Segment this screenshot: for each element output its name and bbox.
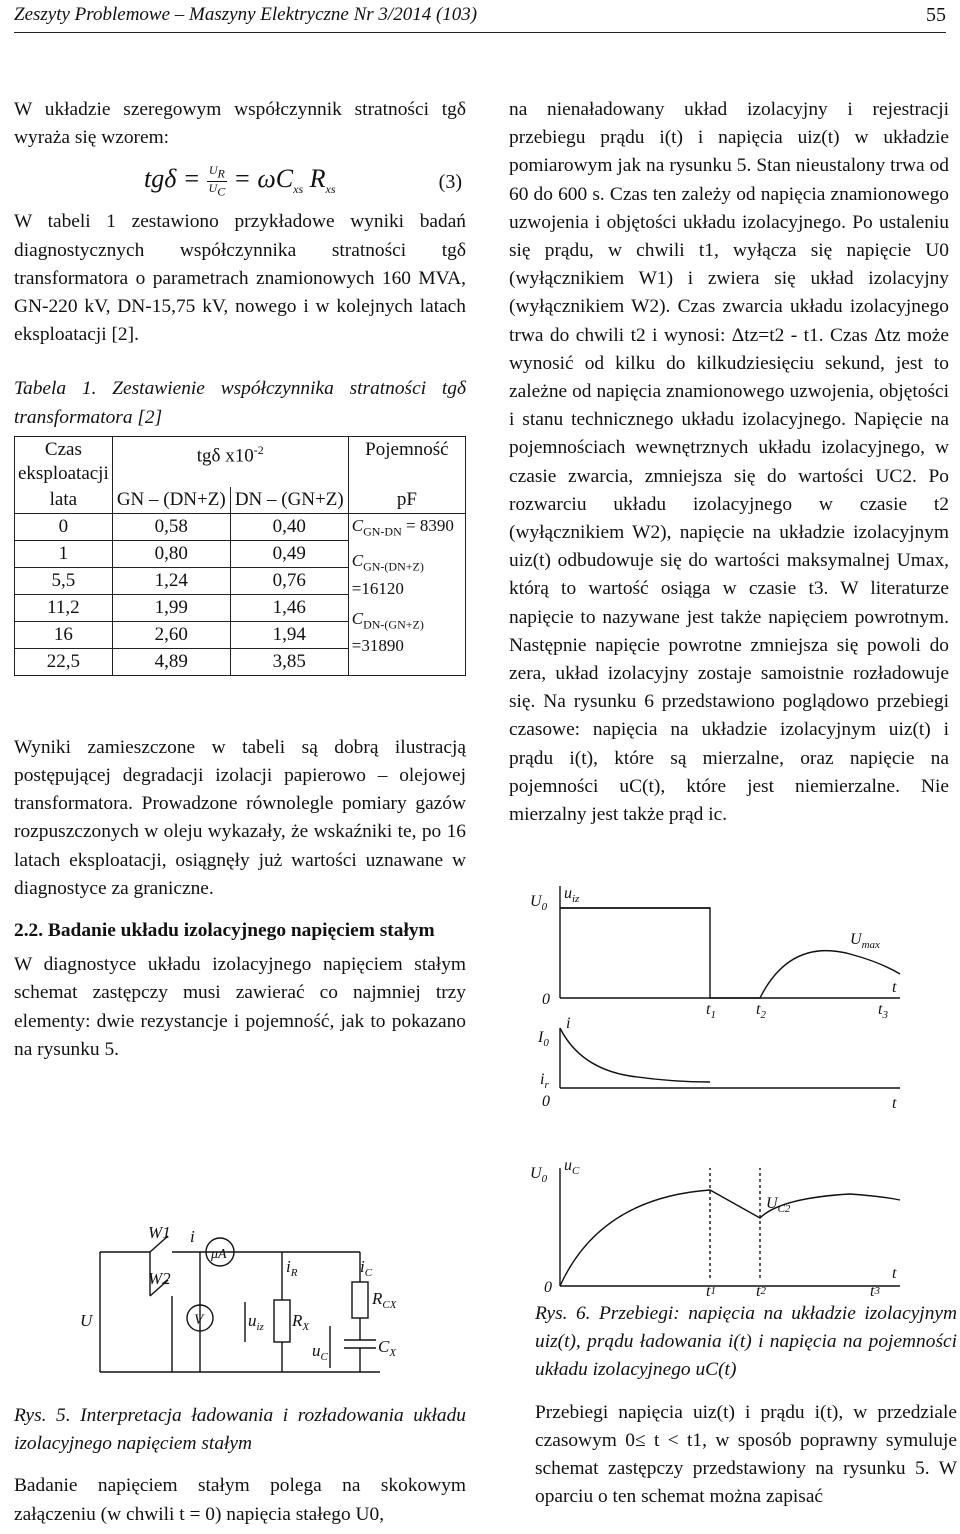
f6-ir: [540, 1071, 549, 1091]
th-gn: GN – (DN+Z): [112, 487, 230, 514]
label-CX: [378, 1337, 397, 1359]
f6-uC-sub: C: [572, 1165, 580, 1177]
eq-fraction: [207, 164, 227, 198]
cap3-c: C: [351, 608, 364, 628]
label-uiz: [248, 1311, 265, 1333]
cell: 16: [15, 621, 113, 648]
f6-ir-sub: r: [544, 1079, 549, 1091]
eq-rhs-sub1: xs: [293, 182, 304, 197]
label-CX-main: C: [378, 1337, 390, 1356]
paragraph-diagnostics: W diagnostyce układu izolacyjnego napięciem stałym schemat zastępczy musi zawierać co najmniej trzy elementy: dwie rezystancje i pojemność, jak to pokazano na rysunku 5.: [14, 954, 466, 1060]
cap3-sub: DN-(GN+Z): [363, 617, 424, 631]
f6-UC2-sub: C2: [777, 1203, 791, 1215]
eq-numerator: U: [208, 163, 218, 178]
f6-Umax-main: U: [850, 931, 862, 948]
f6-t1-a: [706, 1001, 716, 1021]
cell: 1,24: [112, 567, 230, 594]
journal-title: Zeszyty Problemowe – Maszyny Elektryczne Nr 3/2014 (103): [14, 4, 478, 25]
f6-t2-b-sub: 2: [760, 1285, 766, 1297]
table-caption: Tabela 1. Zestawienie współczynnika stratności tgδ transformatora [2]: [14, 378, 466, 428]
f6-t-1: t: [892, 979, 897, 996]
f6-t1-a-sub: 1: [710, 1009, 716, 1021]
figure-5-caption: Rys. 5. Interpretacja ładowania i rozładowania układu izolacyjnego napięciem stałym: [14, 1405, 466, 1455]
label-RCX-sub: CX: [382, 1299, 397, 1311]
cell: 3,85: [230, 648, 348, 675]
f6-uiz: [564, 885, 580, 905]
cell: 22,5: [15, 648, 113, 675]
f6-U0-sub: 0: [541, 901, 548, 913]
th-tg-text: tgδ x10: [196, 445, 254, 467]
f6-t2-b: [756, 1283, 766, 1298]
f6-Umax-sub: max: [861, 939, 880, 951]
f6-I0-sub: 0: [543, 1037, 549, 1049]
cell: 11,2: [15, 594, 113, 621]
f6-t1-b-sub: 1: [710, 1285, 716, 1297]
label-RX-main: R: [292, 1311, 303, 1330]
cell: 1,94: [230, 621, 348, 648]
th-capacity: Pojemność: [348, 436, 465, 487]
right-column: [509, 96, 949, 829]
capacity-cell: [348, 513, 465, 675]
cap3-value: =31890: [351, 636, 404, 655]
eq-rhs: = ωC: [233, 164, 294, 194]
f6-t3-b-main: t: [870, 1283, 875, 1298]
f6-Umax: [850, 931, 880, 951]
th-tg: [112, 436, 348, 487]
th-tg-sup: -2: [253, 442, 264, 457]
f6-U0: [530, 893, 548, 913]
f6-UC2: [766, 1195, 791, 1215]
equation-number: (3): [438, 171, 462, 194]
cap1-sub: GN-DN: [363, 524, 402, 539]
f6-t3-a-main: t: [878, 1001, 883, 1018]
f6-t3-a: [878, 1001, 888, 1021]
f6-uC-main: u: [564, 1157, 572, 1174]
th-time: Czas eksploatacji: [15, 436, 113, 487]
cell: 1,99: [112, 594, 230, 621]
cap2-value: =16120: [351, 578, 404, 598]
cap2-c: C: [351, 551, 364, 571]
cell: 4,89: [112, 648, 230, 675]
paragraph-dc-test: Badanie napięciem stałym polega na skokowym załączeniu (w chwili t = 0) napięcia stałego U0,: [14, 1475, 466, 1525]
cell: 0,80: [112, 540, 230, 567]
f6-t2-a-sub: 2: [760, 1009, 766, 1021]
f6-t3-b-sub: 3: [874, 1285, 880, 1297]
label-V: V: [194, 1312, 204, 1328]
th-unit-time: lata: [15, 487, 113, 514]
label-RX: [291, 1311, 310, 1333]
f6-t1-b-main: t: [706, 1283, 711, 1298]
f6-zero-2: 0: [542, 1093, 550, 1110]
label-iC: [360, 1257, 373, 1279]
eq-rhs-sub2: xs: [325, 182, 336, 197]
cell: 0,49: [230, 540, 348, 567]
f6-i: i: [566, 1015, 571, 1032]
eq-rhs-mid: R: [309, 164, 326, 194]
f6-I0-main: I: [538, 1029, 544, 1046]
label-uiz-main: u: [248, 1311, 257, 1330]
label-W1: W1: [148, 1223, 171, 1242]
page-number: 55: [926, 4, 946, 26]
cell: 1: [15, 540, 113, 567]
label-iC-main: i: [360, 1257, 365, 1276]
cap1-value: = 8390: [406, 515, 454, 535]
f6-zero-1: 0: [542, 991, 550, 1008]
f6-t2-a: [756, 1001, 766, 1021]
figure-6-caption: Rys. 6. Przebiegi: napięcia na układzie izolacyjnym uiz(t), prądu ładowania i(t) i napięcia na pojemności układu izolacyjnego uC(t): [535, 1303, 957, 1381]
label-uC: [312, 1341, 329, 1363]
f6-t1-b: [706, 1283, 716, 1298]
f6-U0-main: U: [530, 893, 542, 910]
label-RCX: [371, 1289, 398, 1311]
f6-ir-main: i: [540, 1071, 545, 1088]
cell: 5,5: [15, 567, 113, 594]
f6-t3-a-sub: 3: [882, 1009, 888, 1021]
cap1-c: C: [351, 515, 364, 535]
cell: 0: [15, 513, 113, 540]
f6-U0-b-sub: 0: [541, 1173, 548, 1185]
f6-t-2: t: [892, 1095, 897, 1112]
th-dn: DN – (GN+Z): [230, 487, 348, 514]
table-1: [14, 436, 466, 676]
f6-U0-b: [530, 1165, 548, 1185]
label-iC-sub: C: [364, 1267, 373, 1279]
label-W2: W2: [148, 1269, 171, 1288]
f6-t-3: t: [892, 1265, 897, 1282]
paragraph-results: Wyniki zamieszczone w tabeli są dobrą ilustracją postępującej degradacji izolacji papierowo – olejowej transformatora. Prowadzone równolegle pomiary gazów rozpuszczonych w oleju wykazały, że wskaźniki te, po 16 latach eksploatacji, osiągnęły już wartości uznawane w diagnostyce za graniczne.: [14, 736, 466, 899]
cell: 2,60: [112, 621, 230, 648]
f6-uC: [564, 1157, 580, 1177]
f6-UC2-main: U: [766, 1195, 778, 1212]
right-bottom: [535, 1300, 957, 1511]
label-U: U: [80, 1311, 93, 1330]
paragraph-waveforms: Przebiegi napięcia uiz(t) i prądu i(t), w przedziale czasowym 0≤ t < t1, w sposób poprawny symuluje schemat zastępczy przedstawiony na rysunku 5. W oparciu o ten schemat można zapisać: [535, 1401, 957, 1508]
eq-denominator: U: [208, 180, 218, 195]
label-iR-sub: R: [290, 1267, 298, 1279]
cell: 0,40: [230, 513, 348, 540]
cell: 0,58: [112, 513, 230, 540]
f6-t2-a-main: t: [756, 1001, 761, 1018]
label-CX-sub: X: [389, 1347, 397, 1359]
label-uC-main: u: [312, 1341, 321, 1360]
section-heading: 2.2. Badanie układu izolacyjnego napięciem stałym: [14, 920, 435, 942]
f6-t2-b-main: t: [756, 1283, 761, 1298]
intro-paragraph: W układzie szeregowym współczynnik stratności tgδ wyraża się wzorem:: [14, 99, 466, 149]
paragraph-table-intro: W tabeli 1 zestawiono przykładowe wyniki badań diagnostycznych współczynnika stratności tgδ transformatora o parametrach znamionowych 160 MVA, GN-220 kV, DN-15,75 kV, nowego i w kolejnych latach eksploatacji [2].: [14, 211, 466, 346]
left-bottom: [14, 1402, 466, 1529]
figure-5-circuit: [60, 1222, 430, 1392]
f6-uiz-sub: iz: [572, 893, 580, 905]
cell: 1,46: [230, 594, 348, 621]
cell: 0,76: [230, 567, 348, 594]
label-RX-sub: X: [302, 1321, 310, 1333]
figure-6-waveforms: [520, 878, 920, 1298]
eq-numerator-sub: R: [217, 166, 225, 181]
label-iR-main: i: [286, 1257, 291, 1276]
page-header: [14, 4, 946, 33]
f6-I0: [537, 1029, 549, 1049]
cap2-sub: GN-(DN+Z): [363, 559, 424, 574]
f6-t3-b: [870, 1283, 880, 1298]
eq-denominator-sub: C: [217, 184, 226, 199]
f6-zero-3: 0: [544, 1279, 552, 1296]
label-i: i: [190, 1227, 195, 1246]
th-unit-cap: pF: [348, 487, 465, 514]
equation-3: [14, 158, 466, 208]
label-RCX-main: R: [372, 1289, 383, 1308]
f6-uiz-main: u: [564, 885, 572, 902]
label-iR: [286, 1257, 298, 1279]
label-microamp: μA: [211, 1247, 227, 1262]
eq-lhs: tgδ =: [144, 164, 201, 194]
label-uC-sub: C: [320, 1351, 328, 1363]
f6-U0-b-main: U: [530, 1165, 542, 1182]
paragraph-transient: na nienaładowany układ izolacyjny i rejestracji przebiegu prądu i(t) i napięcia uiz(t) w układzie pomiarowym jak na rysunku 5. Stan nieustalony trwa od 60 do 600 s. Czas ten zależy od napięcia znamionowego uzwojenia i objętości układu izolacyjnego. Po ustaleniu się prądu, w chwili t1, wyłącza się napięcie U0 (wyłącznikiem W1) i zwiera się układ izolacyjny (wyłącznikiem W2). Czas zwarcia układu izolacyjnego trwa do chwili t2 i wynosi: Δtz=t2 - t1. Czas Δtz może wynosić od kilku do kilkudziesięciu sekund, jest to zależne od napięcia znamionowego uzwojenia, objętości i stanu technicznego układu izolacyjnego. Napięcie na pojemnościach wewnętrznych układu izolacyjnego, w czasie zwarcia, zmniejsza się do wartości UC2. Po rozwarciu układu izolacyjnego w czasie t2 (wyłącznikiem W2), napięcie na układzie izolacyjnym uiz(t) odbudowuje się do wartości maksymalnej Umax, którą to wartość osiąga w czasie t3. W literaturze napięcie to nazywane jest także napięciem powrotnym. Następnie napięcie powrotne zmniejsza się powoli do zera, układ izolacyjny zostaje samoistnie rozładowuje się. Na rysunku 6 przedstawiono poglądowo przebiegi czasowe: napięcia na układzie izolacyjnym uiz(t) i prądu i(t), które są mierzalne, oraz napięcie na pojemności uC(t), które jest niemierzalne. Nie mierzalny jest także prąd ic.: [509, 99, 949, 826]
f6-t1-a-main: t: [706, 1001, 711, 1018]
left-column: [14, 96, 466, 1064]
label-uiz-sub: iz: [256, 1321, 264, 1333]
